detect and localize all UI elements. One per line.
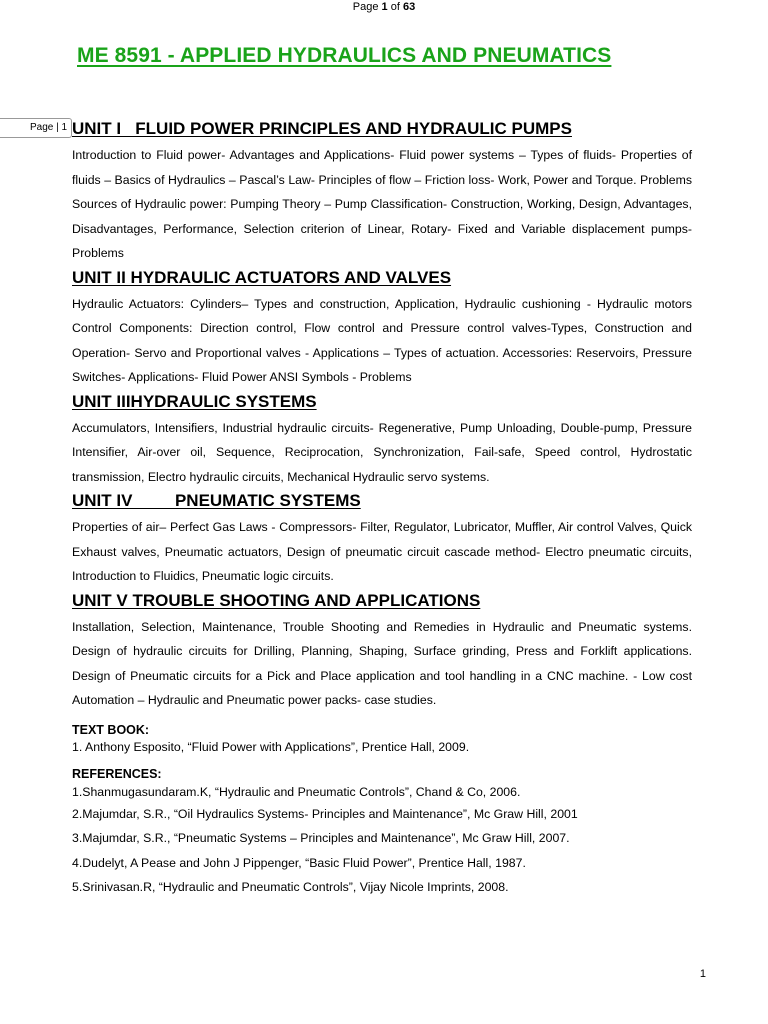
reference-item: 5.Srinivasan.R, “Hydraulic and Pneumatic Controls”, Vijay Nicole Imprints, 2008. (72, 880, 509, 894)
total-pages: 63 (402, 1, 416, 13)
document-title: ME 8591 - APPLIED HYDRAULICS AND PNEUMATICS (77, 44, 612, 67)
unit-2-heading: UNIT II HYDRAULIC ACTUATORS AND VALVES (72, 267, 452, 287)
reference-item: 3.Majumdar, S.R., “Pneumatic Systems – Principles and Maintenance”, Mc Graw Hill, 2007. (72, 831, 570, 845)
text-book-title: TEXT BOOK: (72, 722, 150, 737)
text-book-item: 1. Anthony Esposito, “Fluid Power with Applications”, Prentice Hall, 2009. (72, 739, 470, 754)
page-indicator (0, 0, 768, 14)
references-title: REFERENCES: (72, 766, 162, 781)
document-body (72, 118, 692, 900)
footer-page-number: 1 (699, 968, 706, 980)
current-page: 1 (381, 1, 388, 13)
reference-item: 4.Dudelyt, A Pease and John J Pippenger, “Basic Fluid Power”, Prentice Hall, 1987. (72, 855, 526, 870)
unit-4-body: Properties of air– Perfect Gas Laws - Compressors- Filter, Regulator, Lubricator, Muffler, Air control Valves, Quick Exhaust valves, Pneumatic actuators, Design of pneumatic circuit cascade method- Electro pneumatic circuits, Introduction to Fluidics, Pneumatic logic circuits. (72, 520, 692, 583)
page-margin-tab: Page | 1 (0, 118, 72, 138)
unit-3-heading: UNIT IIIHYDRAULIC SYSTEMS (72, 391, 317, 411)
unit-2-body: Hydraulic Actuators: Cylinders– Types and construction, Application, Hydraulic cushioning - Hydraulic motors Control Components: Direction control, Flow control and Pressure control valves-Types, Construction and Operation- Servo and Proportional valves - Applications – Types of actuation. Accessories: Reservoirs, Pressure Switches- Applications- Fluid Power ANSI Symbols - Problems (72, 296, 692, 384)
unit-3-body: Accumulators, Intensifiers, Industrial hydraulic circuits- Regenerative, Pump Unloading, Double-pump, Pressure Intensifier, Air-over oil, Sequence, Reciprocation, Synchronization, Fail-safe, Speed control, Hydrostatic transmission, Electro hydraulic circuits, Mechanical Hydraulic servo systems. (72, 420, 692, 484)
page-indicator-of: of (387, 1, 403, 13)
unit-1-body: Introduction to Fluid power- Advantages and Applications- Fluid power systems – Types of fluids- Properties of fluids – Basics of Hydraulics – Pascal’s Law- Principles of flow – Friction loss- Work, Power and Torque. Problems Sources of Hydraulic power: Pumping Theory – Pump Classification- Construction, Working, Design, Advantages, Disadvantages, Performance, Selection criterion of Linear, Rotary- Fixed and Variable displacement pumps-Problems (72, 148, 692, 260)
unit-5-heading: UNIT V TROUBLE SHOOTING AND APPLICATIONS (72, 590, 481, 610)
unit-1-heading: UNIT I FLUID POWER PRINCIPLES AND HYDRAULIC PUMPS (72, 119, 572, 138)
reference-item: 2.Majumdar, S.R., “Oil Hydraulics Systems- Principles and Maintenance”, Mc Graw Hill, 2001 (72, 806, 578, 821)
unit-5-body: Installation, Selection, Maintenance, Trouble Shooting and Remedies in Hydraulic and Pneumatic systems. Design of hydraulic circuits for Drilling, Planning, Shaping, Surface grinding, Press and Forklift applications. Design of Pneumatic circuits for a Pick and Place application and tool handling in a CNC machine. - Low cost Automation – Hydraulic and Pneumatic power packs- case studies. (72, 619, 692, 707)
reference-item: 1.Shanmugasundaram.K, “Hydraulic and Pneumatic Controls”, Chand & Co, 2006. (72, 784, 521, 799)
page-indicator-prefix: Page (352, 1, 382, 13)
unit-4-heading: UNIT IV PNEUMATIC SYSTEMS (72, 491, 361, 510)
